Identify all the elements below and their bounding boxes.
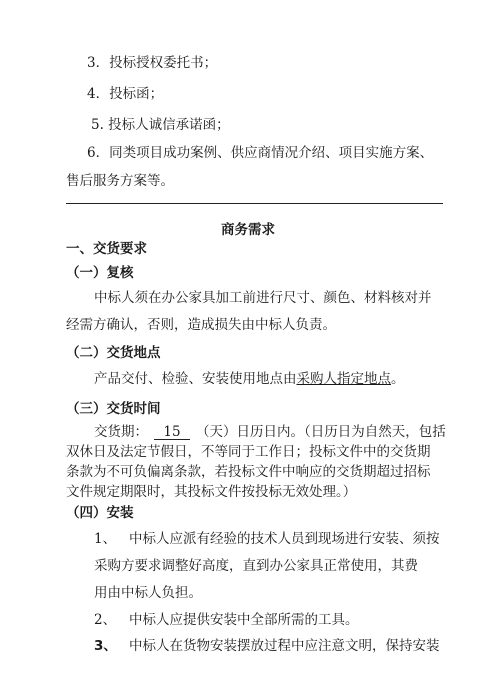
install-item-1-line1: 中标人应派有经验的技术人员到现场进行安装、须按: [129, 531, 440, 547]
list-item-5: 5. 投标人诚信承诺函；: [91, 117, 230, 133]
install-item-2-line1: 中标人应提供安装中全部所需的工具。: [129, 612, 359, 628]
delivery-note-line4: 文件规定期限时，其投标文件按投标无效处理。）: [66, 484, 357, 500]
heading-delivery-requirements: 一、交货要求: [66, 241, 147, 257]
section-title: 商务需求: [221, 222, 275, 238]
horizontal-rule: [66, 203, 443, 204]
delivery-days-unit: （天）日历日内。: [196, 424, 304, 440]
install-item-3-line1: 中标人在货物安装摆放过程中应注意文明，保持安装: [129, 638, 440, 654]
install-item-3-num: 3、: [94, 638, 117, 654]
install-item-1-line3: 用由中标人负担。: [94, 585, 202, 601]
delivery-location-post: 。: [391, 371, 405, 387]
review-para-line1: 中标人须在办公家具加工前进行尺寸、颜色、材料核对并: [94, 290, 432, 306]
subheading-installation: （四）安装: [66, 505, 134, 521]
delivery-days-value: 15: [154, 425, 190, 440]
subheading-delivery-time: （三）交货时间: [66, 401, 161, 417]
list-item-3: 3．投标授权委托书；: [87, 55, 218, 71]
delivery-location-text: [94, 371, 405, 387]
list-item-6: 6．同类项目成功案例、供应商情况介绍、项目实施方案、: [87, 145, 434, 161]
list-item-6-cont: 售后服务方案等。: [66, 173, 174, 189]
list-item-4: 4．投标函；: [87, 86, 164, 102]
delivery-note-start: （日历日为自然天，包括: [304, 424, 446, 440]
delivery-time-line1: [94, 424, 446, 440]
install-item-1-line2: 采购方要求调整好高度，直到办公家具正常使用，其费: [94, 558, 418, 574]
delivery-period-label: 交货期：: [94, 424, 148, 440]
delivery-location-underlined: 采购人指定地点: [296, 371, 391, 387]
delivery-note-line2: 双休日及法定节假日，不等同于工作日；投标文件中的交货期: [66, 444, 431, 460]
subheading-delivery-location: （二）交货地点: [66, 345, 161, 361]
install-item-1-num: 1、: [94, 531, 117, 547]
delivery-note-line3: 条款为不可负偏离条款，若投标文件中响应的交货期超过招标: [66, 464, 431, 480]
review-para-line2: 经需方确认，否则，造成损失由中标人负责。: [66, 317, 336, 333]
subheading-review: （一）复核: [66, 265, 134, 281]
install-item-2-num: 2、: [94, 612, 117, 628]
delivery-location-pre: 产品交付、检验、安装使用地点由: [94, 371, 297, 387]
